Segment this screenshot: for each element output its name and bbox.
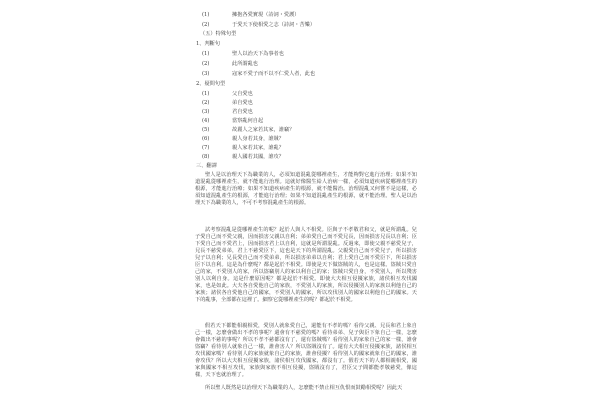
paragraph-2 <box>195 227 417 304</box>
paragraph-text: 試考察混亂是從哪裡產生的呢？起於人與人不相愛。臣與子不孝敬君和父，就是所謂亂。兒子愛自己而不愛父親，因而損害父親以自利；弟弟愛自己而不愛兄長，因而損害兄長以自利；臣下愛自己而不愛君上，因而損害君上以自利，這就是所謂混亂。反過來，即使父親不慈愛兒子，兄長不慈愛弟弟，君上不慈愛臣下，這也是天下的所謂混亂。父親愛自己而不愛兒子，所以損害兒子以自利；兄長愛自己而不愛弟弟，所以損害弟弟以自利；君上愛自己而不愛臣下，所以損害臣下以自利。這是為什麼呢？都是起於不相愛。即使是天下做盜賊的人，也是這樣。盜賊只愛自己的家，不愛別人的家，所以盜竊別人的家以利自己的家；盜賊只愛自身，不愛別人，所以殘害別人以利自身。這是什麼原因呢？都是起於不相愛。即使大夫相互侵擾家族，諸侯相互攻伐國家，也是如此。大夫各自愛他自己的家族，不愛別人的家族，所以侵擾別人的家族以利他自己的家族；諸侯各自愛他自己的國家，不愛別人的國家，所以攻伐別人的國家以利他自己的國家。天下的亂事，全部都在這裡了。細察它從哪裡產生的呢？都起於不相愛。 <box>195 227 417 303</box>
item-text: 親人身若其身，誰賊？ <box>232 136 284 142</box>
section-heading: 三、翻譯 <box>196 163 217 169</box>
item-text: 擁抱各愛實現（詩詞・愛護） <box>232 12 300 18</box>
paragraph-4 <box>195 385 417 392</box>
item-text: 寇家不愛子而不以不仁愛人者，此也 <box>232 71 316 77</box>
item-number: (1) <box>202 51 210 57</box>
item-text: 故麗人之家若其家，誰竊？ <box>232 127 295 133</box>
subsection-heading: 1、判斷句 <box>196 41 221 47</box>
subsection-heading: 2、疑問句型 <box>196 81 226 87</box>
paragraph-3 <box>195 323 417 379</box>
item-text: 父自愛也 <box>232 91 253 97</box>
item-number: (2) <box>202 61 210 67</box>
item-number: (2) <box>202 100 210 106</box>
item-number: (1) <box>202 91 210 97</box>
item-number: (8) <box>202 154 210 160</box>
item-number: (3) <box>202 109 210 115</box>
item-text: 弟自愛也 <box>232 100 253 106</box>
item-text: 于愛天下使相愛之志（詩詞・苦樂） <box>232 22 316 28</box>
item-text: 君自愛也 <box>232 109 253 115</box>
item-text: 親人家若其家，誰亂？ <box>232 145 284 151</box>
item-number: (4) <box>202 118 210 124</box>
item-number: (7) <box>202 145 210 151</box>
item-text: 當察亂何自起 <box>232 118 264 124</box>
item-text: 此所謂亂也 <box>232 61 258 67</box>
paragraph-text: 所以聖人既然是以治理天下為職業的人，怎麼能不禁止相互仇恨而鼓勵相愛呢？因此天 <box>205 385 403 391</box>
section-heading: （五）特殊句型 <box>200 31 237 37</box>
paragraph-text: 假若天下都能相親相愛，愛別人就象愛自己，還能有不孝的嗎？看待父親、兄長和君上象自己一樣，怎麼會做出不孝的事呢？還會有不慈愛的嗎？看待弟弟、兒子與臣下象自己一樣，怎麼會做出不慈的事呢？所以不孝不慈都沒有了，還有盜賊嗎？看待別人的家象自己的家一樣，誰會盜竊？看待別人就象自己一樣，誰會害人？所以盜賊沒有了。還有大夫相互侵擾家族，諸侯相互攻伐國家嗎？看待別人的家族就象自己的家族，誰會侵擾？看待別人的國家就象自己的國家，誰會攻伐？所以大夫相互侵擾家族，諸侯相互攻伐國家，都沒有了。假若天下的人都相親相愛，國家與國家不相互攻伐，家族與家族不相互侵擾，盜賊沒有了，君臣父子間都能孝敬慈愛，像這樣，天下也就治理了。 <box>195 323 417 378</box>
paragraph-text: 聖人是以治理天下為職業的人，必須知道混亂從哪裡產生，才能夠對它進行治理；如果不知道混亂從哪裡產生，就不能進行治理。這就好像醫生給人治病一樣，必須知道疾病從哪裡產生的根源，才能進行治療；如果不知道疾病產生的根源，就不能醫治。治理混亂又何嘗不是這樣，必須知道混亂產生的根源，才能進行治理；如果不知道混亂產生的根源，就不能治理。聖人是以治理天下為職業的人，不可不考察混亂產生的根源。 <box>195 172 417 206</box>
item-text: 親人國若其國，誰攻？ <box>232 154 284 160</box>
item-number: (6) <box>202 136 210 142</box>
item-number: (5) <box>202 127 210 133</box>
paragraph-1 <box>195 172 417 207</box>
item-number: (1) <box>202 12 210 18</box>
item-number: (2) <box>202 22 210 28</box>
item-number: (3) <box>202 71 210 77</box>
item-text: 聖人以治天下為事者也 <box>232 51 284 57</box>
